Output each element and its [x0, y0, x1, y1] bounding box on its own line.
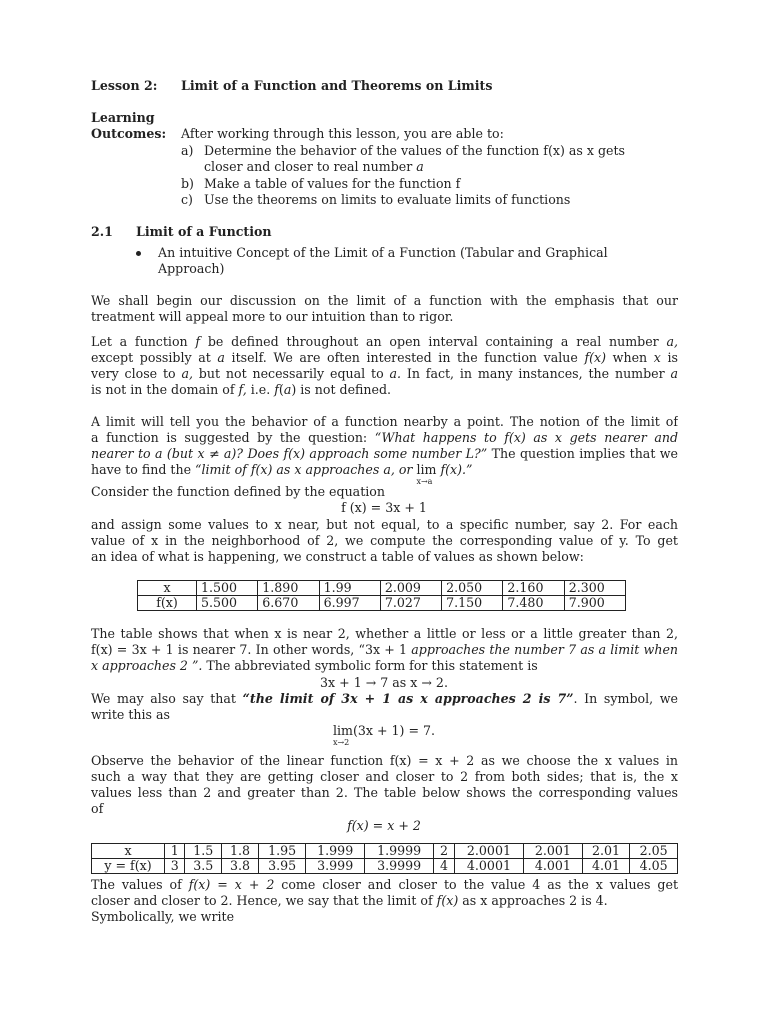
table-cell: 2.050	[442, 581, 503, 596]
table-cell: 6.997	[319, 596, 380, 611]
table-cell: y = f(x)	[92, 859, 165, 874]
outcome-marker-b: b)	[181, 176, 194, 191]
table-cell: 1.890	[258, 581, 319, 596]
table-cell: f(x)	[138, 596, 197, 611]
table-row-y	[92, 859, 678, 874]
equation-approaches: 3x + 1 → 7 as x → 2.	[320, 675, 448, 690]
table-cell: 4.001	[524, 859, 583, 874]
outcome-b: Make a table of values for the function f	[204, 176, 461, 191]
table-cell: 4.01	[582, 859, 630, 874]
para3-line2: a function is suggested by the question: “What happens to f(x) as x gets nearer and	[91, 430, 678, 445]
outcome-c: Use the theorems on limits to evaluate limits of functions	[204, 192, 571, 207]
table-cell: x	[92, 844, 165, 859]
para2-line2: except possibly at a itself. We are often interested in the function value f(x) when x is	[91, 350, 678, 365]
table-cell: 1.8	[222, 844, 259, 859]
para7-line3: values less than 2 and greater than 2. The table below shows the corresponding values	[91, 785, 678, 800]
bullet-line1: An intuitive Concept of the Limit of a Function (Tabular and Graphical	[158, 245, 608, 260]
para3-line4: have to find the “limit of f(x) as x approaches a, or lim x→a f(x).”	[91, 462, 473, 486]
outcome-a-line2: closer and closer to real number a	[204, 159, 424, 174]
table-cell: 7.900	[564, 596, 625, 611]
table-x-plus-2	[91, 843, 678, 874]
table-cell: 4.0001	[454, 859, 523, 874]
para5-line2: f(x) = 3x + 1 is nearer 7. In other words, “3x + 1 approaches the number 7 as a limit when	[91, 642, 678, 657]
para3-line5: Consider the function defined by the equation	[91, 484, 385, 499]
para5-line3: x approaches 2 ”. The abbreviated symbolic form for this statement is	[91, 658, 538, 673]
table-cell: 1.5	[185, 844, 222, 859]
table-row-x	[92, 844, 678, 859]
para4-line3: an idea of what is happening, we construct a table of values as shown below:	[91, 549, 584, 564]
outcome-marker-c: c)	[181, 192, 193, 207]
para8-line3: Symbolically, we write	[91, 909, 235, 924]
outcome-a-line1: Determine the behavior of the values of the function f(x) as x gets	[204, 143, 625, 158]
table-cell: 3.999	[306, 859, 365, 874]
table-cell: 2.001	[524, 844, 583, 859]
table-cell: 3	[165, 859, 185, 874]
para3-line3: nearer to a (but x ≠ a)? Does f(x) approach some number L?” The question implies that we	[91, 446, 678, 461]
equation-f-3x-plus-1: f (x) = 3x + 1	[341, 500, 427, 515]
table-cell: 4	[434, 859, 454, 874]
para2-line1: Let a function f be defined throughout an open interval containing a real number a,	[91, 334, 678, 349]
para1-line2: treatment will appeal more to our intuition than to rigor.	[91, 309, 454, 324]
bullet-dot	[136, 251, 141, 256]
table-row-x	[138, 581, 626, 596]
table-cell: 2.009	[380, 581, 441, 596]
table-cell: 7.027	[380, 596, 441, 611]
table-cell: 2.01	[582, 844, 630, 859]
para2-line4: is not in the domain of f, i.e. f(a) is not defined.	[91, 382, 392, 397]
para4-line1: and assign some values to x near, but not equal, to a specific number, say 2. For each	[91, 517, 678, 532]
para8-line2: closer and closer to 2. Hence, we say that the limit of f(x) as x approaches 2 is 4.	[91, 893, 608, 908]
para7-line4: of	[91, 801, 104, 816]
table-3x-plus-1	[137, 580, 626, 611]
table-cell: 3.95	[258, 859, 306, 874]
equation-limit-3x-plus-1: lim x→2 (3x + 1) = 7.	[332, 723, 436, 747]
table-cell: 1.9999	[364, 844, 433, 859]
table-cell: 4.05	[630, 859, 678, 874]
para6-line2: write this as	[91, 707, 170, 722]
table-cell: 2.300	[564, 581, 625, 596]
outcomes-label-line1: Learning	[91, 110, 155, 125]
section-title: Limit of a Function	[136, 224, 272, 239]
para8-line1: The values of f(x) = x + 2 come closer and closer to the value 4 as the x values get	[91, 877, 678, 892]
table-cell: 6.670	[258, 596, 319, 611]
outcomes-label-line2: Outcomes:	[91, 126, 167, 141]
para2-line3: very close to a, but not necessarily equal to a. In fact, in many instances, the number a	[91, 366, 678, 381]
para5-line1: The table shows that when x is near 2, whether a little or less or a little greater than 2,	[91, 626, 678, 641]
para7-line2: such a way that they are getting closer and closer to 2 from both sides; that is, the x	[91, 769, 678, 784]
table-cell: 3.9999	[364, 859, 433, 874]
para1-line1: We shall begin our discussion on the limit of a function with the emphasis that our	[91, 293, 678, 308]
table-cell: 2	[434, 844, 454, 859]
table-cell: 2.05	[630, 844, 678, 859]
table-cell: 2.0001	[454, 844, 523, 859]
para4-line2: value of x in the neighborhood of 2, we compute the corresponding value of y. To get	[91, 533, 678, 548]
table-cell: 1.99	[319, 581, 380, 596]
para6-line1: We may also say that “the limit of 3x + 1 as x approaches 2 is 7”. In symbol, we	[91, 691, 678, 706]
table-cell: 3.8	[222, 859, 259, 874]
table-cell: 1.500	[197, 581, 258, 596]
table-cell: 7.480	[503, 596, 564, 611]
table-cell: 5.500	[197, 596, 258, 611]
table-cell: 2.160	[503, 581, 564, 596]
outcomes-intro: After working through this lesson, you are able to:	[181, 126, 504, 141]
lesson-title: Limit of a Function and Theorems on Limits	[181, 78, 493, 93]
table-cell: x	[138, 581, 197, 596]
table-cell: 7.150	[442, 596, 503, 611]
table-cell: 1.95	[258, 844, 306, 859]
table-row-fx	[138, 596, 626, 611]
outcome-marker-a: a)	[181, 143, 194, 158]
table-cell: 1	[165, 844, 185, 859]
equation-f-x-plus-2: f(x) = x + 2	[347, 818, 421, 833]
section-number: 2.1	[91, 224, 113, 239]
lesson-label: Lesson 2:	[91, 78, 158, 93]
bullet-line2: Approach)	[158, 261, 225, 276]
table-cell: 3.5	[185, 859, 222, 874]
para7-line1: Observe the behavior of the linear function f(x) = x + 2 as we choose the x values in	[91, 753, 678, 768]
para3-line1: A limit will tell you the behavior of a function nearby a point. The notion of the limit of	[91, 414, 678, 429]
table-cell: 1.999	[306, 844, 365, 859]
